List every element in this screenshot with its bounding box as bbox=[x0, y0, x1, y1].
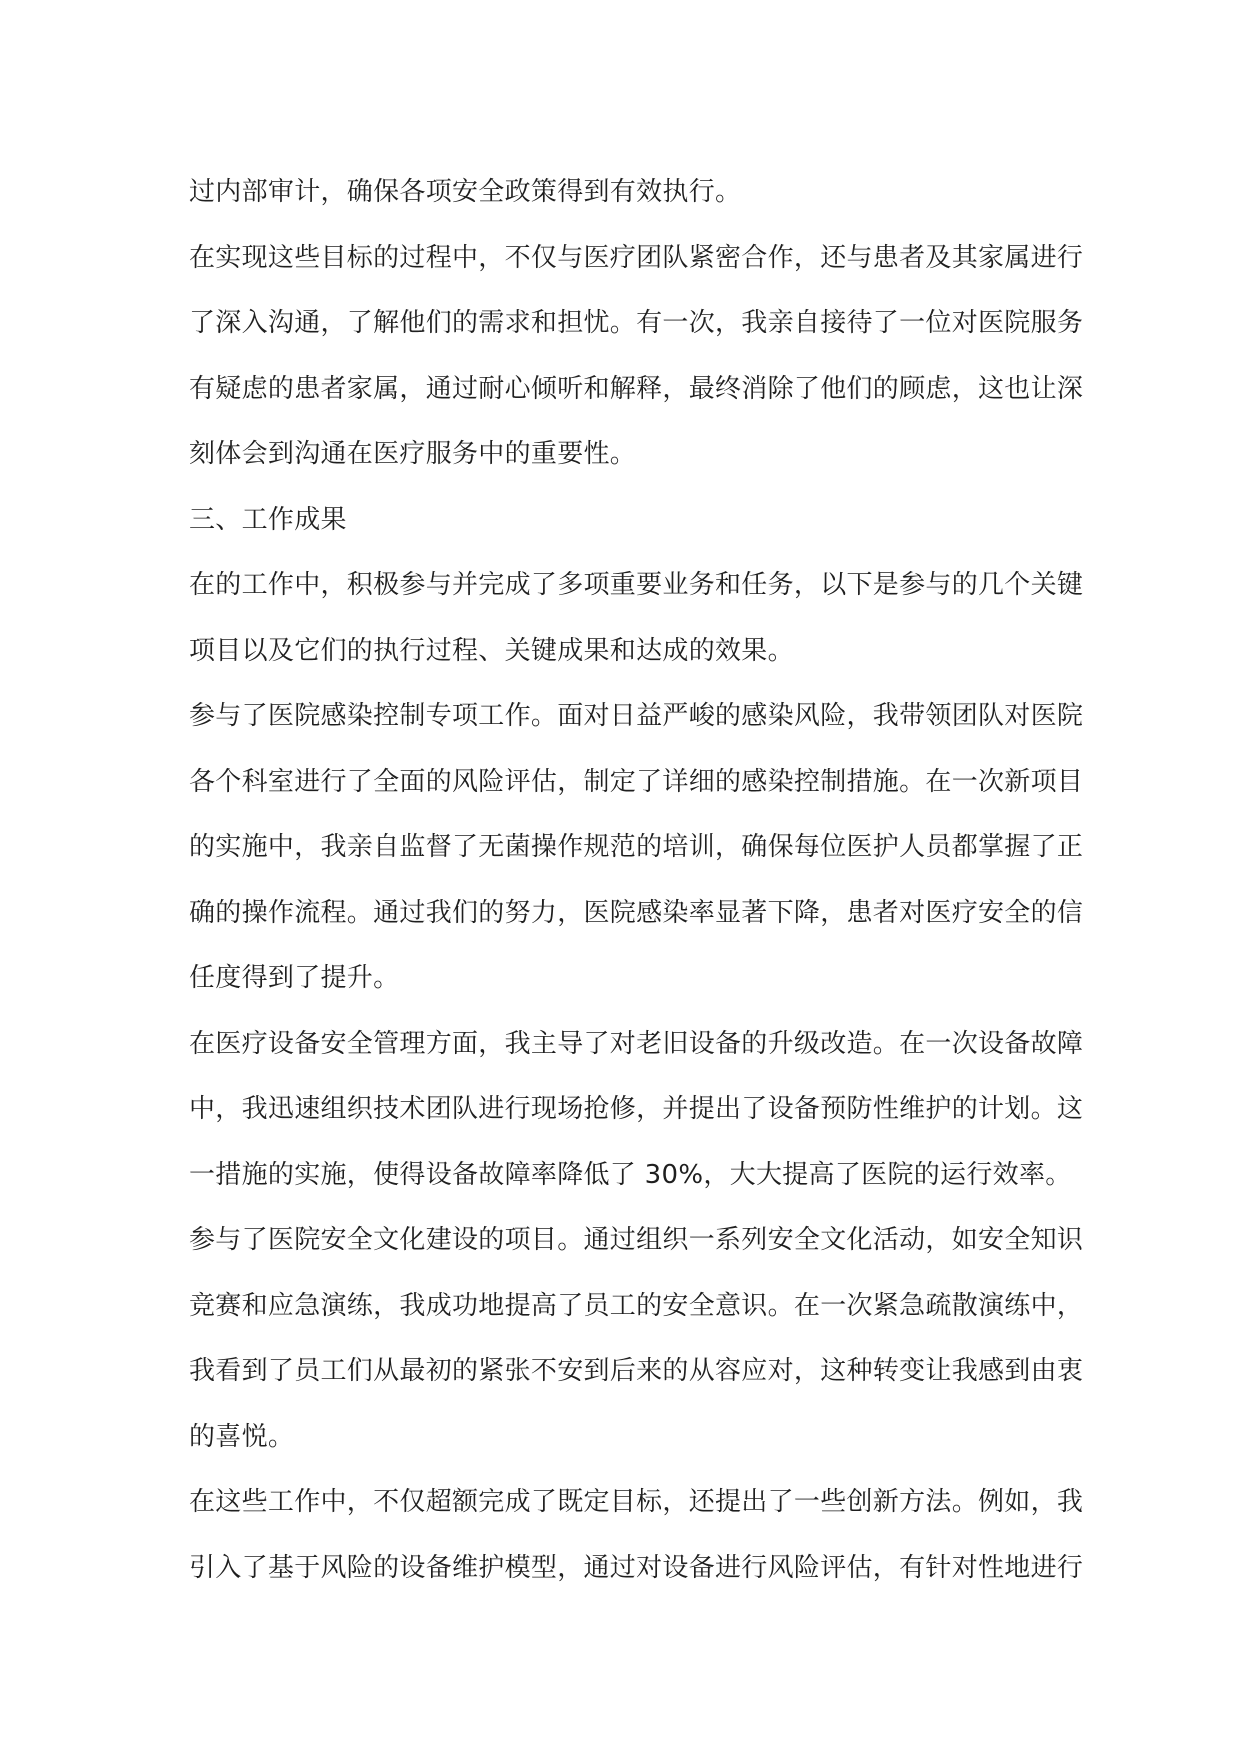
text-line: 刻体会到沟通在医疗服务中的重要性。 bbox=[189, 439, 637, 469]
text-line: 项目以及它们的执行过程、关键成果和达成的效果。 bbox=[189, 635, 794, 666]
paragraph-audit-closing bbox=[189, 160, 1051, 226]
text-line: 引入了基于风险的设备维护模型，通过对设备进行风险评估，有针对性地进行 bbox=[189, 1552, 1084, 1583]
paragraph-equipment-safety bbox=[189, 1012, 1084, 1209]
text-line: 过内部审计，确保各项安全政策得到有效执行。 bbox=[189, 177, 742, 207]
text-line: 我看到了员工们从最初的紧张不安到后来的从容应对，这种转变让我感到由衷 bbox=[189, 1356, 1084, 1386]
paragraph-communication bbox=[189, 226, 1084, 488]
text-line: 的喜悦。 bbox=[189, 1421, 295, 1452]
section-heading: 三、工作成果 bbox=[189, 504, 347, 535]
text-line: 确的操作流程。通过我们的努力，医院感染率显著下降，患者对医疗安全的信 bbox=[189, 897, 1084, 928]
text-line: 任度得到了提升。 bbox=[189, 963, 400, 993]
text-line: 中，我迅速组织技术团队进行现场抢修，并提出了设备预防性维护的计划。这 bbox=[189, 1094, 1084, 1124]
text-line: 参与了医院安全文化建设的项目。通过组织一系列安全文化活动，如安全知识 bbox=[189, 1225, 1084, 1255]
text-line: 各个科室进行了全面的风险评估，制定了详细的感染控制措施。在一次新项目 bbox=[189, 766, 1084, 797]
text-line: 在实现这些目标的过程中，不仅与医疗团队紧密合作，还与患者及其家属进行 bbox=[189, 242, 1084, 273]
paragraph-safety-culture bbox=[189, 1208, 1084, 1470]
text-line: 了深入沟通，了解他们的需求和担忧。有一次，我亲自接待了一位对医院服务 bbox=[189, 308, 1084, 338]
paragraph-infection-control bbox=[189, 684, 1084, 1012]
paragraph-overview bbox=[189, 553, 1084, 684]
text-line: 竞赛和应急演练，我成功地提高了员工的安全意识。在一次紧急疏散演练中， bbox=[189, 1290, 1084, 1321]
text-line: 在的工作中，积极参与并完成了多项重要业务和任务，以下是参与的几个关键 bbox=[189, 570, 1084, 600]
text-line: 的实施中，我亲自监督了无菌操作规范的培训，确保每位医护人员都掌握了正 bbox=[189, 832, 1084, 862]
text-line: 有疑虑的患者家属，通过耐心倾听和解释，最终消除了他们的顾虑，这也让深 bbox=[189, 373, 1084, 404]
text-line: 一措施的实施，使得设备故障率降低了 30%，大大提高了医院的运行效率。 bbox=[189, 1159, 1072, 1190]
paragraph-innovation bbox=[189, 1470, 1084, 1601]
section-heading-work-results bbox=[189, 488, 1051, 554]
document-body bbox=[189, 160, 1084, 1601]
text-line: 在医疗设备安全管理方面，我主导了对老旧设备的升级改造。在一次设备故障 bbox=[189, 1028, 1084, 1059]
text-line: 参与了医院感染控制专项工作。面对日益严峻的感染风险，我带领团队对医院 bbox=[189, 701, 1084, 731]
text-line: 在这些工作中，不仅超额完成了既定目标，还提出了一些创新方法。例如，我 bbox=[189, 1487, 1084, 1517]
